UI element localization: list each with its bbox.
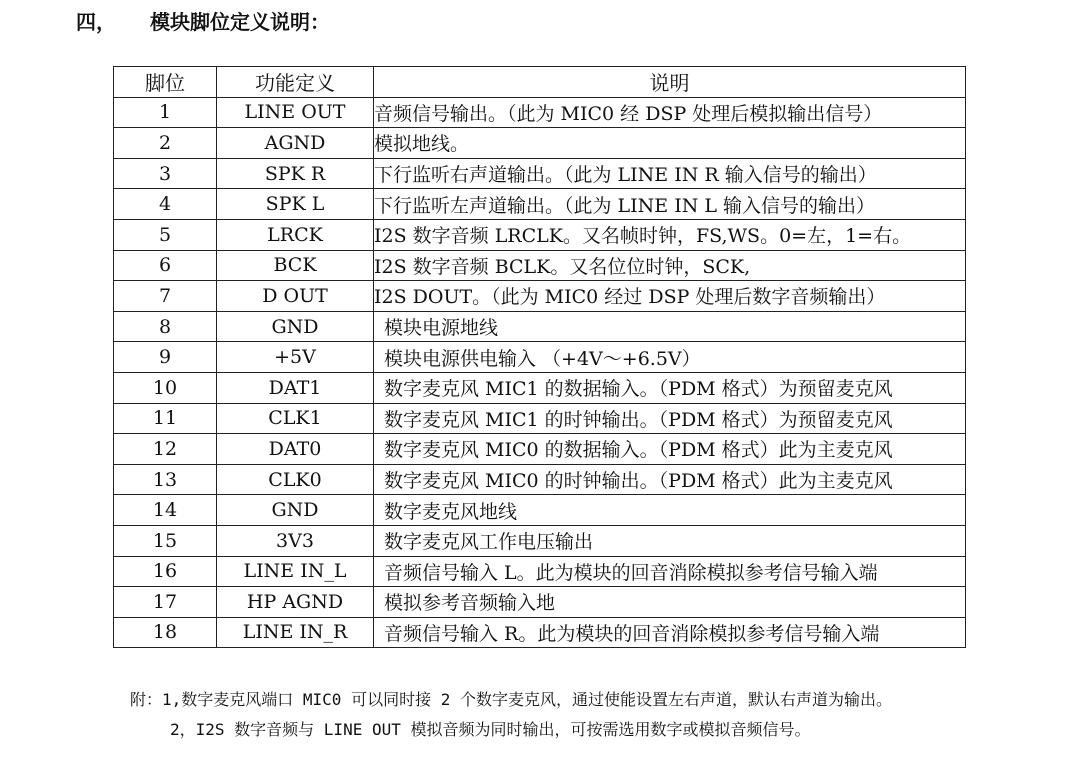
function-cell: +5V — [217, 342, 374, 373]
table-row — [114, 97, 966, 128]
function-cell: DAT1 — [217, 372, 374, 403]
table-header-row — [114, 67, 966, 98]
header-description: 说明 — [374, 67, 966, 98]
footnotes — [130, 685, 892, 745]
description-cell: 模拟参考音频输入地 — [374, 587, 966, 618]
pin-cell: 7 — [114, 281, 217, 312]
pin-cell: 18 — [114, 617, 217, 648]
table-row — [114, 219, 966, 250]
pin-cell: 17 — [114, 587, 217, 618]
header-function: 功能定义 — [217, 67, 374, 98]
description-cell: I2S 数字音频 BCLK。又名位位时钟，SCK, — [374, 250, 966, 281]
pin-cell: 3 — [114, 158, 217, 189]
table-row — [114, 587, 966, 618]
table-row — [114, 495, 966, 526]
pin-cell: 8 — [114, 311, 217, 342]
pin-cell: 11 — [114, 403, 217, 434]
table-row — [114, 311, 966, 342]
pin-cell: 1 — [114, 97, 217, 128]
pin-cell: 5 — [114, 219, 217, 250]
description-cell: 模块电源地线 — [374, 311, 966, 342]
table-row — [114, 189, 966, 220]
pin-cell: 14 — [114, 495, 217, 526]
function-cell: CLK0 — [217, 464, 374, 495]
description-cell: 模拟地线。 — [374, 128, 966, 159]
description-cell: 音频信号输入 R。此为模块的回音消除模拟参考信号输入端 — [374, 617, 966, 648]
description-cell: 数字麦克风 MIC0 的数据输入。（PDM 格式）此为主麦克风 — [374, 434, 966, 465]
function-cell: BCK — [217, 250, 374, 281]
function-cell: LINE IN_R — [217, 617, 374, 648]
section-title: 模块脚位定义说明： — [150, 10, 330, 34]
function-cell: LINE OUT — [217, 97, 374, 128]
table-row — [114, 281, 966, 312]
header-pin: 脚位 — [114, 67, 217, 98]
table-row — [114, 250, 966, 281]
function-cell: HP AGND — [217, 587, 374, 618]
description-cell: 数字麦克风地线 — [374, 495, 966, 526]
table-row — [114, 617, 966, 648]
table-row — [114, 128, 966, 159]
function-cell: 3V3 — [217, 525, 374, 556]
description-cell: I2S 数字音频 LRCLK。又名帧时钟，FS,WS。0=左，1=右。 — [374, 219, 966, 250]
pin-cell: 9 — [114, 342, 217, 373]
table-row — [114, 434, 966, 465]
table-row — [114, 403, 966, 434]
note-1: 附：1,数字麦克风端口 MIC0 可以同时接 2 个数字麦克风，通过使能设置左右声道，默认右声道为输出。 — [130, 690, 892, 709]
table-row — [114, 556, 966, 587]
function-cell: GND — [217, 495, 374, 526]
description-cell: 数字麦克风工作电压输出 — [374, 525, 966, 556]
pin-cell: 15 — [114, 525, 217, 556]
table-row — [114, 158, 966, 189]
description-cell: 下行监听右声道输出。（此为 LINE IN R 输入信号的输出） — [374, 158, 966, 189]
description-cell: 数字麦克风 MIC1 的时钟输出。（PDM 格式）为预留麦克风 — [374, 403, 966, 434]
section-heading — [76, 6, 330, 35]
pin-definition-table — [113, 66, 966, 648]
section-number: 四， — [76, 10, 116, 34]
description-cell: 下行监听左声道输出。（此为 LINE IN L 输入信号的输出） — [374, 189, 966, 220]
pin-cell: 6 — [114, 250, 217, 281]
function-cell: CLK1 — [217, 403, 374, 434]
function-cell: DAT0 — [217, 434, 374, 465]
description-cell: 数字麦克风 MIC0 的时钟输出。（PDM 格式）此为主麦克风 — [374, 464, 966, 495]
function-cell: LRCK — [217, 219, 374, 250]
table-row — [114, 464, 966, 495]
table-row — [114, 525, 966, 556]
pin-cell: 2 — [114, 128, 217, 159]
table-row — [114, 342, 966, 373]
description-cell: I2S DOUT。（此为 MIC0 经过 DSP 处理后数字音频输出） — [374, 281, 966, 312]
description-cell: 模块电源供电输入 （+4V～+6.5V） — [374, 342, 966, 373]
note-2: 2，I2S 数字音频与 LINE OUT 模拟音频为同时输出，可按需选用数字或模拟音频信号。 — [170, 720, 811, 739]
description-cell: 音频信号输入 L。此为模块的回音消除模拟参考信号输入端 — [374, 556, 966, 587]
function-cell: D OUT — [217, 281, 374, 312]
pin-cell: 10 — [114, 372, 217, 403]
pin-cell: 16 — [114, 556, 217, 587]
function-cell: AGND — [217, 128, 374, 159]
description-cell: 音频信号输出。（此为 MIC0 经 DSP 处理后模拟输出信号） — [374, 97, 966, 128]
table-row — [114, 372, 966, 403]
pin-cell: 13 — [114, 464, 217, 495]
function-cell: SPK R — [217, 158, 374, 189]
description-cell: 数字麦克风 MIC1 的数据输入。（PDM 格式）为预留麦克风 — [374, 372, 966, 403]
function-cell: SPK L — [217, 189, 374, 220]
function-cell: LINE IN_L — [217, 556, 374, 587]
pin-cell: 12 — [114, 434, 217, 465]
pin-cell: 4 — [114, 189, 217, 220]
function-cell: GND — [217, 311, 374, 342]
